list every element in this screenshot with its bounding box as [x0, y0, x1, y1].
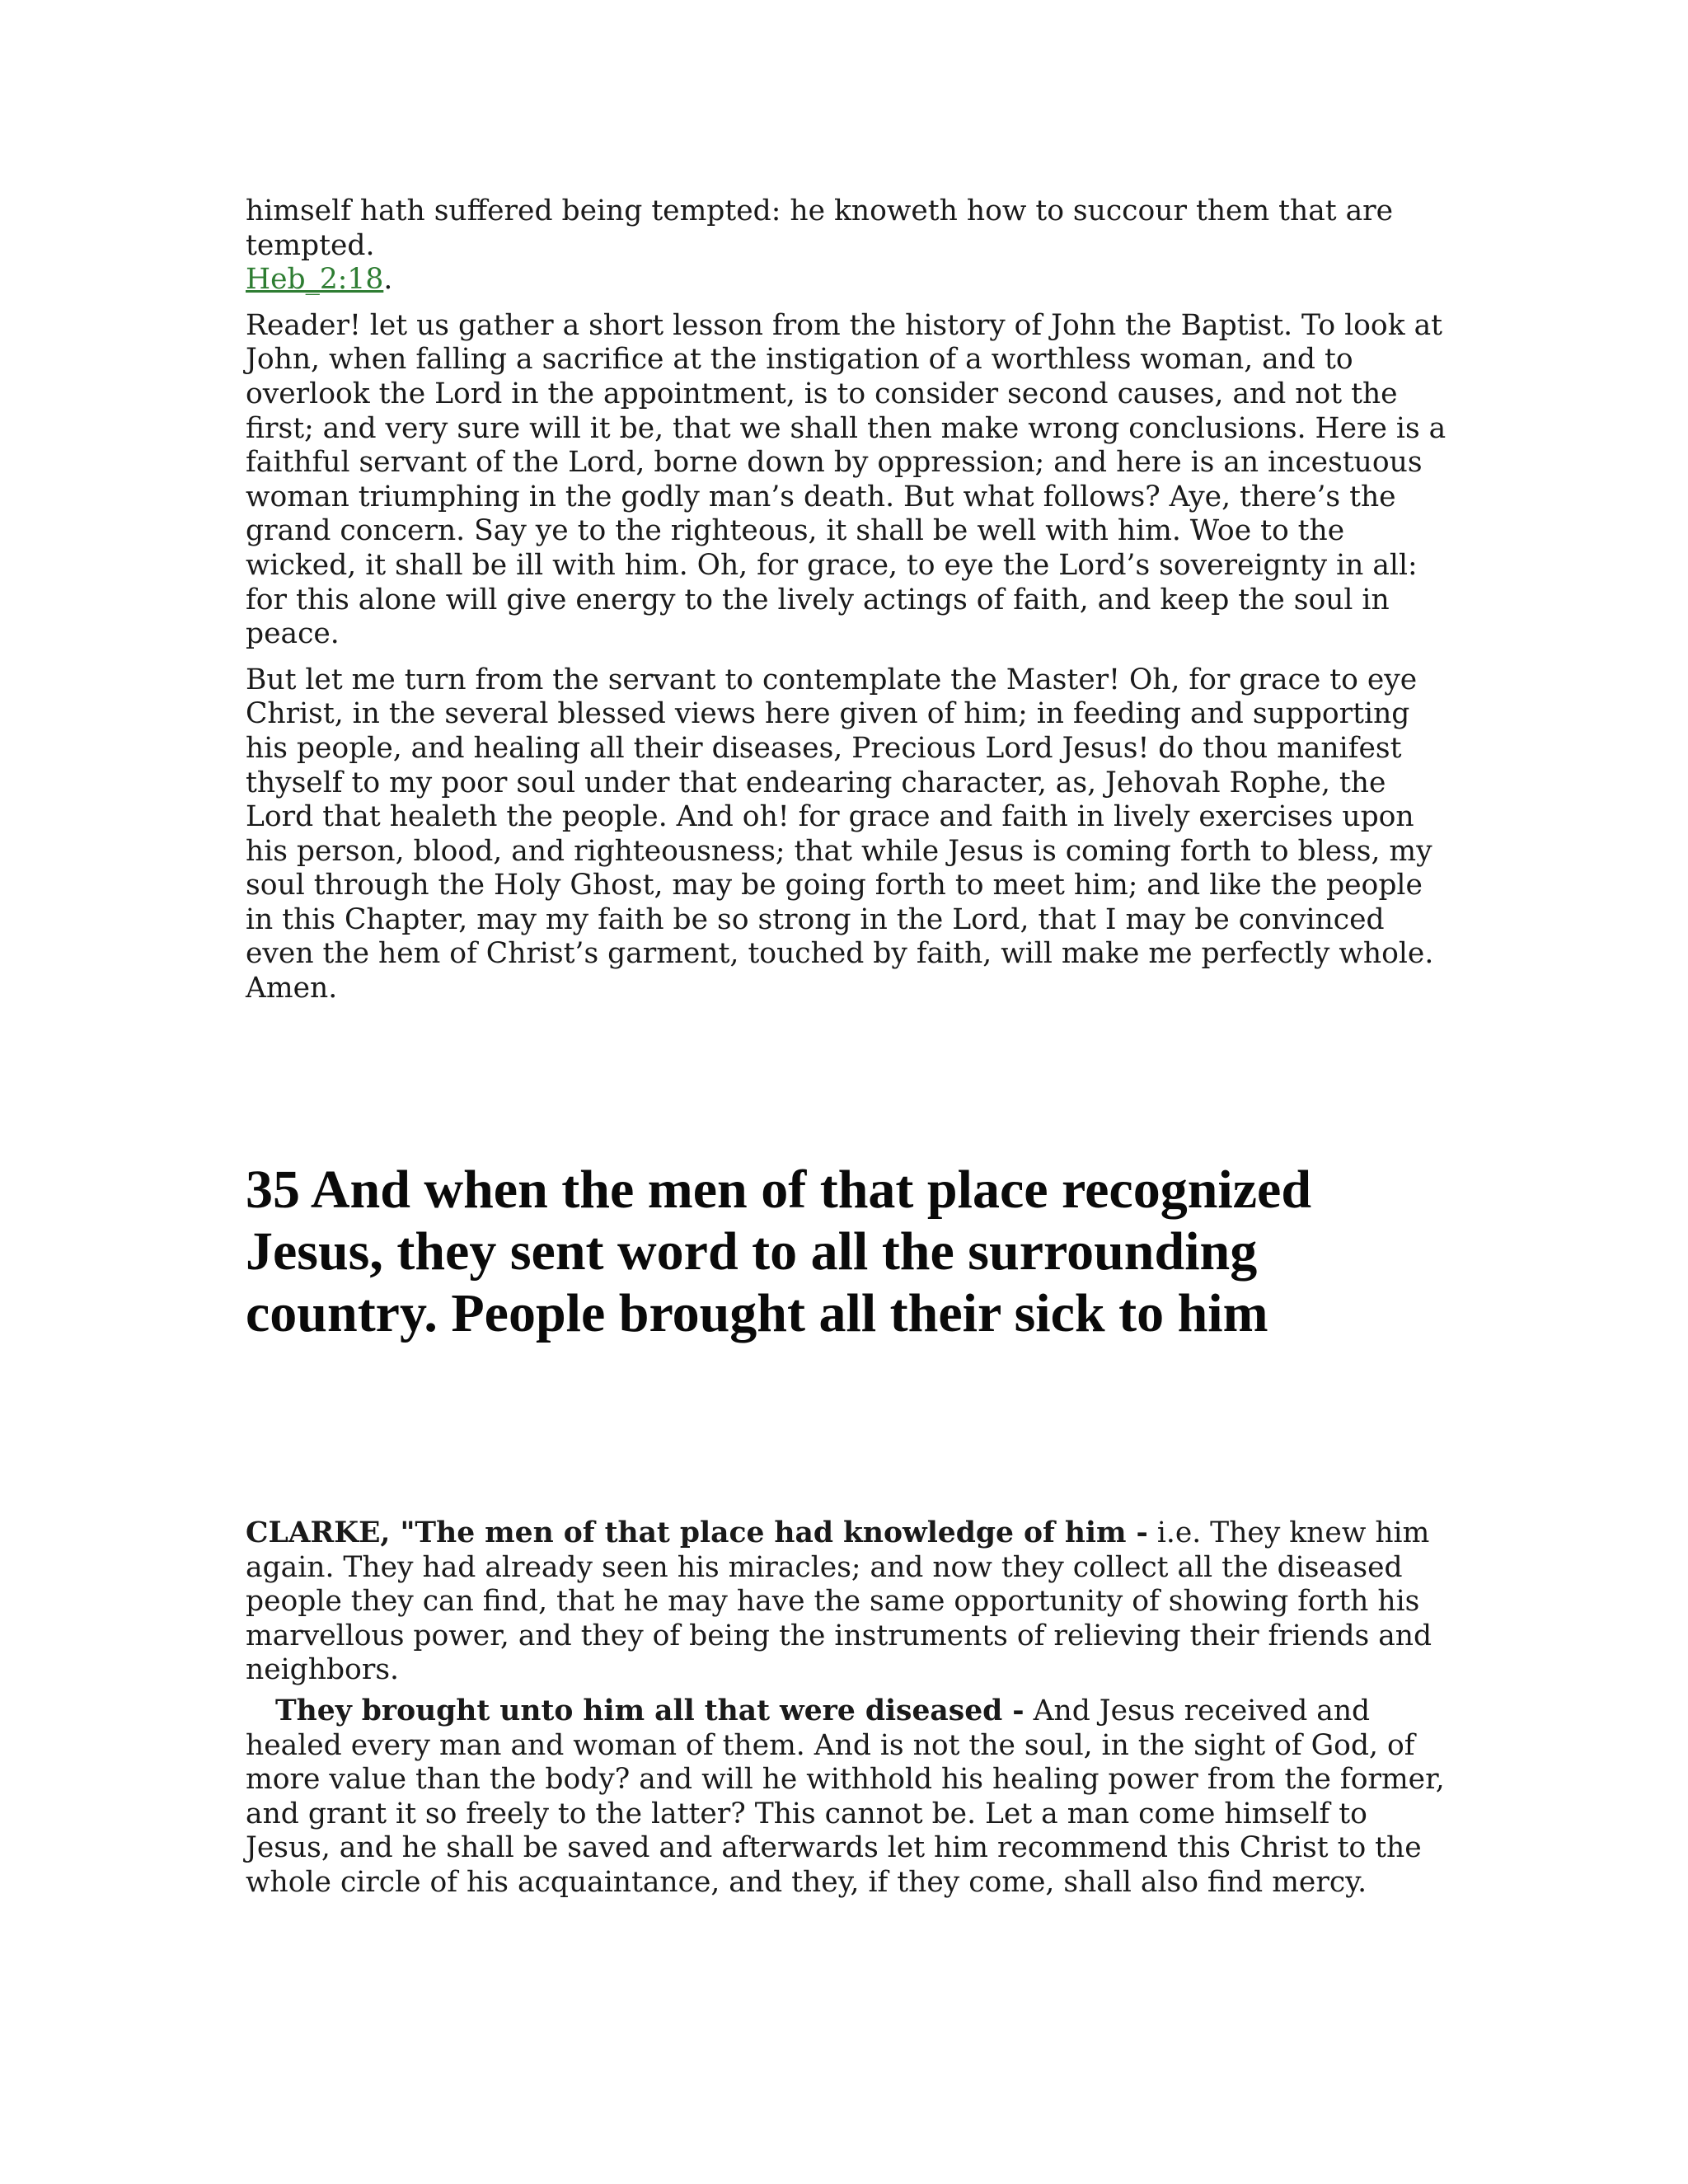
reader-paragraph: Reader! let us gather a short lesson from the history of John the Baptist. To look at John, when falling a sacrifice at the instigation of a worthless woman, and to overlook the Lord in the appointment, is to consider second causes, and not the first; and very sure will it be, that we shall then make wrong conclusions. Here is a faithful servant of the Lord, borne down by oppression; and here is an incestuous woman triumphing in the godly man’s death. But what follows? Aye, there’s the grand concern. Say ye to the righteous, it shall be well with him. Woe to the wicked, it shall be ill with him. Oh, for grace, to eye the Lord’s sovereignty in all: for this alone will give energy to the lively actings of faith, and keep the soul in peace.	[246, 308, 1447, 651]
clarke-commentary	[246, 1516, 1457, 1912]
clarke-paragraph-2	[246, 1694, 1457, 1900]
clarke-paragraph-1	[246, 1516, 1457, 1688]
clarke-1-lead: CLARKE, "The men of that place had knowledge of him -	[246, 1516, 1148, 1549]
top-fragment-text: himself hath suffered being tempted: he knoweth how to succour them that are tempted.	[246, 194, 1394, 262]
clarke-2-lead: They brought unto him all that were diseased -	[275, 1694, 1025, 1727]
clarke-1-body: i.e. They knew him again. They had already seen his miracles; and now they collect all the diseased people they can find, that he may have the same opportunity of showing forth his marvellous power, and they of being the instruments of relieving their friends and neighbors.	[246, 1516, 1432, 1687]
clarke-2-body: And Jesus received and healed every man and woman of them. And is not the soul, in the sight of God, of more value than the body? and will he withhold his healing power from the former, and grant it so freely to the latter? This cannot be. Let a man come himself to Jesus, and he shall be saved and afterwards let him recommend this Christ to the whole circle of his acquaintance, and they, if they come, shall also find mercy.	[246, 1694, 1445, 1899]
document-page	[246, 194, 1457, 1899]
top-fragment-period: .	[383, 263, 393, 297]
scripture-link-heb-2-18[interactable]: Heb_2:18	[246, 263, 384, 297]
verse-heading: 35 And when the men of that place recognized Jesus, they sent word to all the surrounding country. People brought all their sick to him	[246, 1160, 1312, 1343]
top-fragment-paragraph	[246, 194, 1457, 298]
master-paragraph: But let me turn from the servant to contemplate the Master! Oh, for grace to eye Christ, in the several blessed views here given of him; in feeding and supporting his people, and healing all their diseases, Precious Lord Jesus! do thou manifest thyself to my poor soul under that endearing character, as, Jehovah Rophe, the Lord that healeth the people. And oh! for grace and faith in lively exercises upon his person, blood, and righteousness; that while Jesus is coming forth to bless, my soul through the Holy Ghost, may be going forth to meet him; and like the people in this Chapter, may my faith be so strong in the Lord, that I may be convinced even the hem of Christ’s garment, touched by faith, will make me perfectly whole. Amen.	[246, 663, 1434, 1005]
